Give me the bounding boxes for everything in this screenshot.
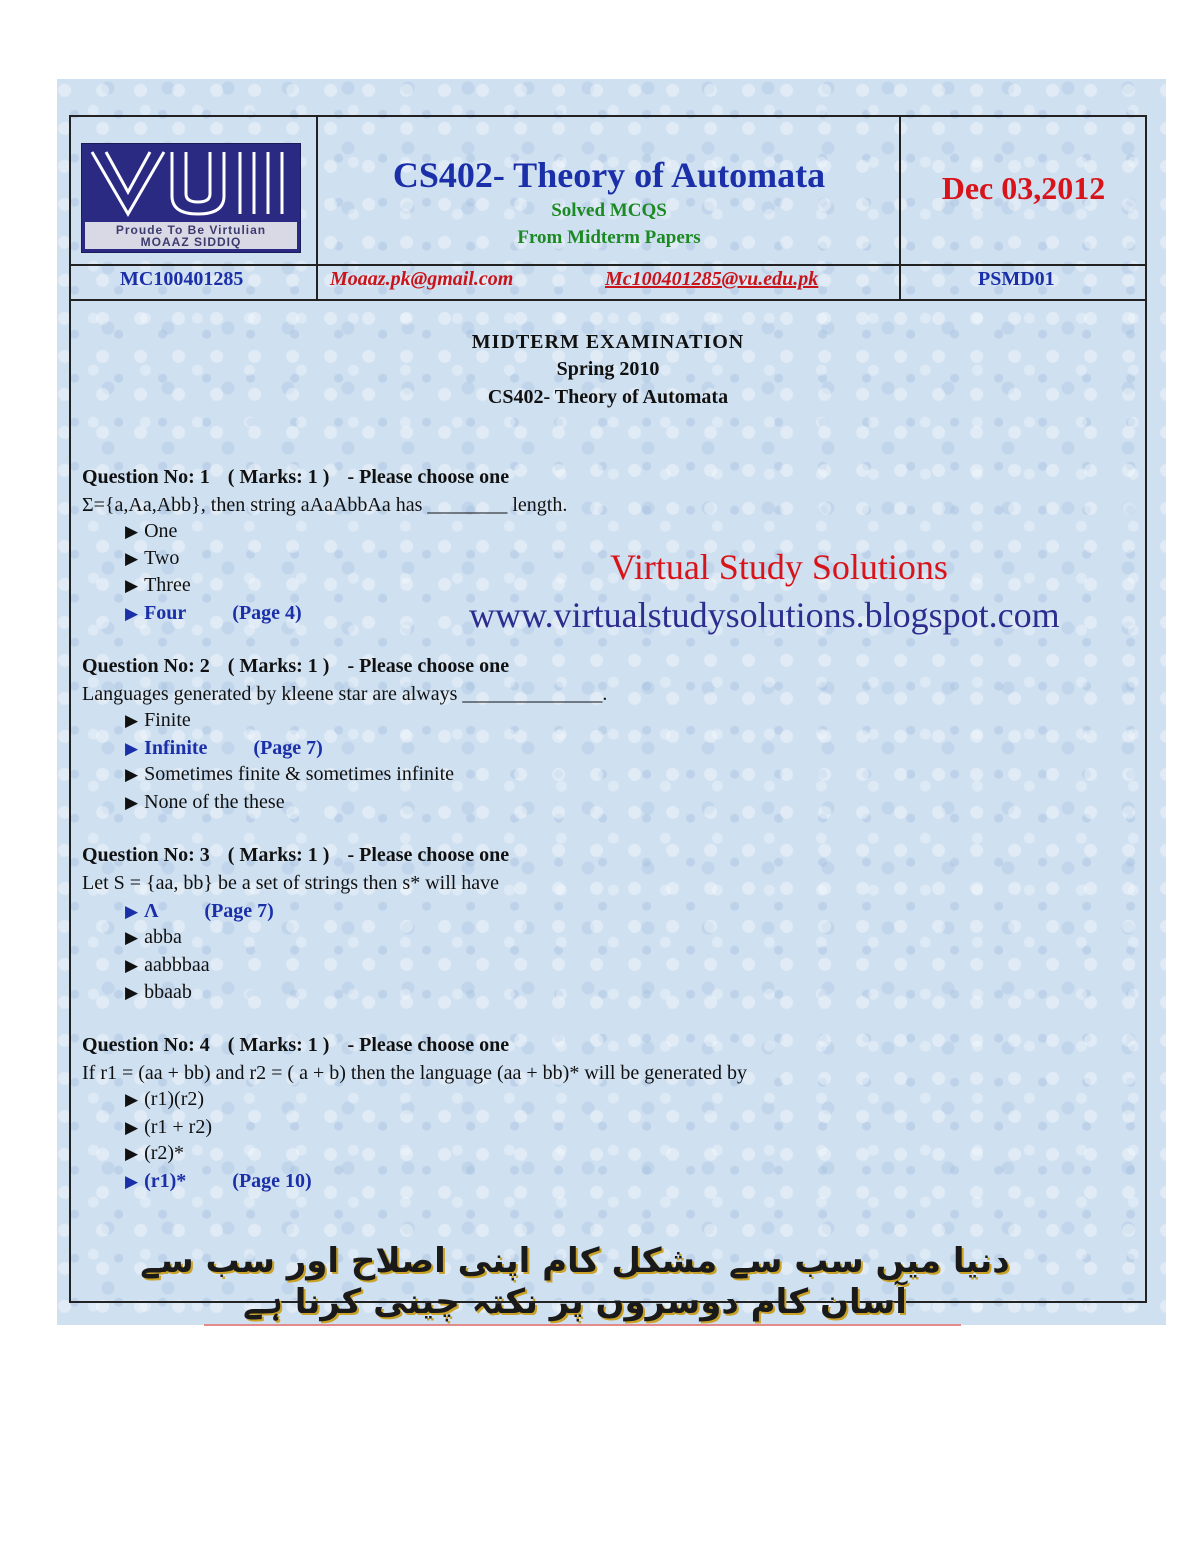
option-label: One — [144, 520, 178, 542]
q3-option-4[interactable] — [125, 981, 192, 1004]
question-4-header — [82, 1034, 509, 1057]
info-row-divider — [69, 299, 1147, 301]
bullet-triangle-icon: ▶ — [125, 1090, 139, 1110]
q3-option-3[interactable] — [125, 954, 210, 977]
option-label: Finite — [144, 709, 191, 731]
option-label: (r1)* — [144, 1170, 187, 1192]
q4-option-4-correct[interactable] — [125, 1170, 312, 1193]
q4-option-2[interactable] — [125, 1116, 212, 1139]
exam-course: CS402- Theory of Automata — [487, 386, 729, 408]
bullet-triangle-icon: ▶ — [125, 576, 139, 596]
exam-heading: MIDTERM EXAMINATION — [471, 331, 745, 353]
option-label: Two — [144, 547, 180, 569]
q1-option-4-correct[interactable] — [125, 602, 302, 625]
question-instruction: - Please choose one — [347, 655, 510, 677]
doc-subtitle-2: From Midterm Papers — [517, 227, 701, 248]
question-number: Question No: 2 — [82, 655, 210, 677]
q4-option-3[interactable] — [125, 1142, 184, 1165]
option-label: (r2)* — [144, 1142, 185, 1164]
q1-option-1[interactable] — [125, 520, 177, 543]
bullet-triangle-icon: ▶ — [125, 956, 139, 976]
option-label: aabbbaa — [144, 954, 210, 976]
bullet-triangle-icon: ▶ — [125, 983, 139, 1003]
option-label: None of the these — [144, 791, 285, 813]
bullet-triangle-icon: ▶ — [125, 1144, 139, 1164]
bullet-triangle-icon: ▶ — [125, 711, 139, 731]
question-3-text: Let S = {aa, bb} be a set of strings then s* will have — [82, 872, 500, 894]
header-row-divider — [69, 264, 1147, 266]
q2-option-3[interactable] — [125, 763, 454, 786]
question-number: Question No: 4 — [82, 1034, 210, 1056]
q1-option-3[interactable] — [125, 574, 191, 597]
bullet-triangle-icon: ▶ — [125, 1172, 139, 1192]
watermark-name: Virtual Study Solutions — [610, 547, 948, 587]
question-2-text: Languages generated by kleene star are always ______________. — [82, 683, 608, 705]
answer-page-ref: (Page 4) — [232, 602, 302, 624]
option-label: (r1)(r2) — [144, 1088, 205, 1110]
bullet-triangle-icon: ▶ — [125, 765, 139, 785]
q2-option-1[interactable] — [125, 709, 191, 732]
document-frame — [69, 115, 1147, 1303]
q4-option-1[interactable] — [125, 1088, 204, 1111]
q3-option-2[interactable] — [125, 926, 182, 949]
option-label: Infinite — [144, 737, 208, 759]
exam-term: Spring 2010 — [556, 358, 660, 380]
question-instruction: - Please choose one — [347, 844, 510, 866]
question-number: Question No: 1 — [82, 466, 210, 488]
bullet-triangle-icon: ▶ — [125, 1118, 139, 1138]
email-vu[interactable]: Mc100401285@vu.edu.pk — [605, 268, 819, 290]
question-marks: ( Marks: 1 ) — [227, 466, 330, 488]
option-label: Four — [144, 602, 187, 624]
option-label: bbaab — [144, 981, 192, 1003]
doc-subtitle-1: Solved MCQS — [551, 200, 667, 221]
bullet-triangle-icon: ▶ — [125, 928, 139, 948]
bullet-triangle-icon: ▶ — [125, 793, 139, 813]
question-marks: ( Marks: 1 ) — [227, 1034, 330, 1056]
vu-logo-mark-icon — [88, 148, 294, 220]
urdu-quote: دنیا میں سب سے مشکل کام اپنی اصلاح اور سب سے آسان کام دوسروں پر نکتہ چینی کرنا ہے — [140, 1241, 1010, 1322]
bullet-triangle-icon: ▶ — [125, 739, 139, 759]
option-label: Sometimes finite & sometimes infinite — [144, 763, 455, 785]
q1-option-2[interactable] — [125, 547, 179, 570]
answer-page-ref: (Page 7) — [204, 900, 274, 922]
option-label: abba — [144, 926, 182, 948]
doc-date: Dec 03,2012 — [941, 170, 1106, 206]
doc-title: CS402- Theory of Automata — [392, 155, 826, 195]
question-instruction: - Please choose one — [347, 466, 510, 488]
vu-logo — [81, 143, 301, 253]
student-id: MC100401285 — [120, 268, 244, 290]
option-label: (r1 + r2) — [144, 1116, 212, 1138]
logo-author: MOAAZ SIDDIQ — [140, 235, 242, 249]
answer-page-ref: (Page 10) — [232, 1170, 312, 1192]
q3-option-1-correct[interactable] — [125, 900, 274, 923]
doc-code: PSMD01 — [978, 268, 1055, 290]
bullet-triangle-icon: ▶ — [125, 902, 139, 922]
answer-page-ref: (Page 7) — [253, 737, 323, 759]
question-1-header — [82, 466, 509, 489]
question-number: Question No: 3 — [82, 844, 210, 866]
bullet-triangle-icon: ▶ — [125, 522, 139, 542]
question-4-text: If r1 = (aa + bb) and r2 = ( a + b) then the language (aa + bb)* will be generated by — [82, 1062, 748, 1084]
q2-option-2-correct[interactable] — [125, 737, 323, 760]
question-1-text: Σ={a,Aa,Abb}, then string aAaAbbAa has ________ length. — [82, 494, 568, 516]
bullet-triangle-icon: ▶ — [125, 604, 139, 624]
question-2-header — [82, 655, 509, 678]
footer-rule — [204, 1324, 961, 1326]
email-gmail[interactable]: Moaaz.pk@gmail.com — [330, 268, 514, 290]
logo-tagline: Proude To Be Virtulian — [115, 223, 267, 237]
question-marks: ( Marks: 1 ) — [227, 844, 330, 866]
q2-option-4[interactable] — [125, 791, 285, 814]
option-label: Three — [144, 574, 191, 596]
bullet-triangle-icon: ▶ — [125, 549, 139, 569]
question-instruction: - Please choose one — [347, 1034, 510, 1056]
question-3-header — [82, 844, 509, 867]
watermark-url[interactable]: www.virtualstudysolutions.blogspot.com — [469, 595, 1060, 635]
question-marks: ( Marks: 1 ) — [227, 655, 330, 677]
option-label: Λ — [144, 900, 159, 922]
